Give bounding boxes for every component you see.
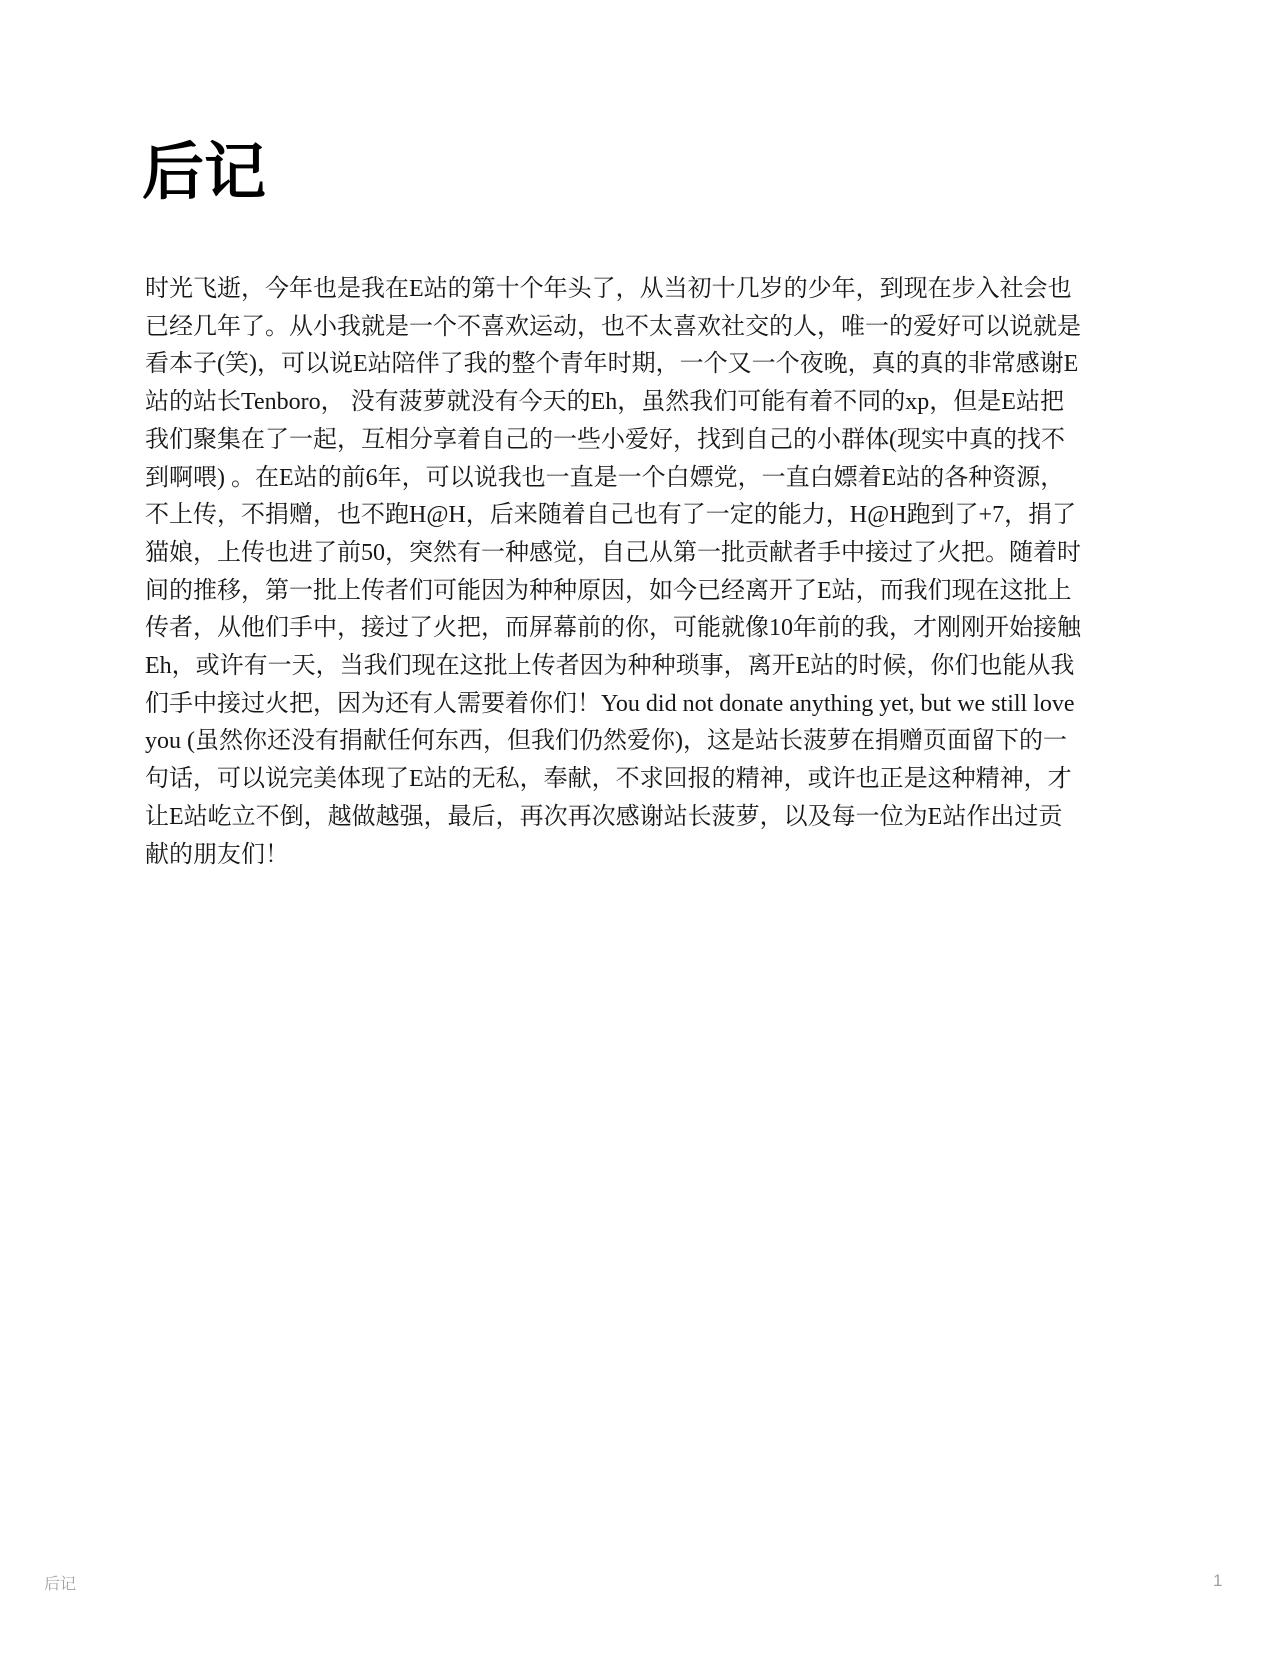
paragraph-line: you (虽然你还没有捐献任何东西，但我们仍然爱你)，这是站长菠萝在捐赠页面留下的一	[145, 728, 1067, 755]
paragraph-line: 献的朋友们！	[145, 841, 289, 868]
paragraph-line: 们手中接过火把，因为还有人需要着你们！You did not donate anything yet, but we still love	[145, 690, 1075, 717]
footer-section-label: 后记	[44, 1576, 77, 1593]
paragraph-line: 传者，从他们手中，接过了火把，而屏幕前的你，可能就像10年前的我，才刚刚开始接触	[145, 615, 1081, 642]
paragraph-line: 句话，可以说完美体现了E站的无私，奉献，不求回报的精神，或许也正是这种精神，才	[145, 766, 1072, 793]
paragraph-line: 间的推移，第一批上传者们可能因为种种原因，如今已经离开了E站，而我们现在这批上	[145, 577, 1072, 604]
footer-page-number: 1	[1213, 1571, 1223, 1590]
paragraph-line: 让E站屹立不倒，越做越强，最后，再次再次感谢站长菠萝，以及每一位为E站作出过贡	[145, 803, 1063, 830]
afterword-paragraph	[145, 271, 1135, 874]
paragraph-line: 猫娘，上传也进了前50，突然有一种感觉，自己从第一批贡献者手中接过了火把。随着时	[145, 539, 1081, 566]
paragraph-line: 我们聚集在了一起，互相分享着自己的一些小爱好，找到自己的小群体(现实中真的找不	[145, 426, 1065, 453]
paragraph-line: 到啊喂) 。在E站的前6年，可以说我也一直是一个白嫖党，一直白嫖着E站的各种资源，	[145, 464, 1065, 491]
paragraph-line: 不上传，不捐赠，也不跑H@H，后来随着自己也有了一定的能力，H@H跑到了+7，捐了	[145, 502, 1077, 529]
paragraph-line: 看本子(笑)，可以说E站陪伴了我的整个青年时期，一个又一个夜晚，真的真的非常感谢E	[145, 351, 1079, 378]
paragraph-line: 已经几年了。从小我就是一个不喜欢运动，也不太喜欢社交的人，唯一的爱好可以说就是	[145, 313, 1081, 340]
page-title: 后记	[142, 139, 267, 207]
paragraph-line: 时光飞逝，今年也是我在E站的第十个年头了，从当初十几岁的少年，到现在步入社会也	[145, 276, 1072, 302]
paragraph-line: 站的站长Tenboro， 没有菠萝就没有今天的Eh，虽然我们可能有着不同的xp，但是E站把	[145, 389, 1064, 416]
paragraph-line: Eh，或许有一天，当我们现在这批上传者因为种种琐事，离开E站的时候，你们也能从我	[145, 653, 1075, 680]
